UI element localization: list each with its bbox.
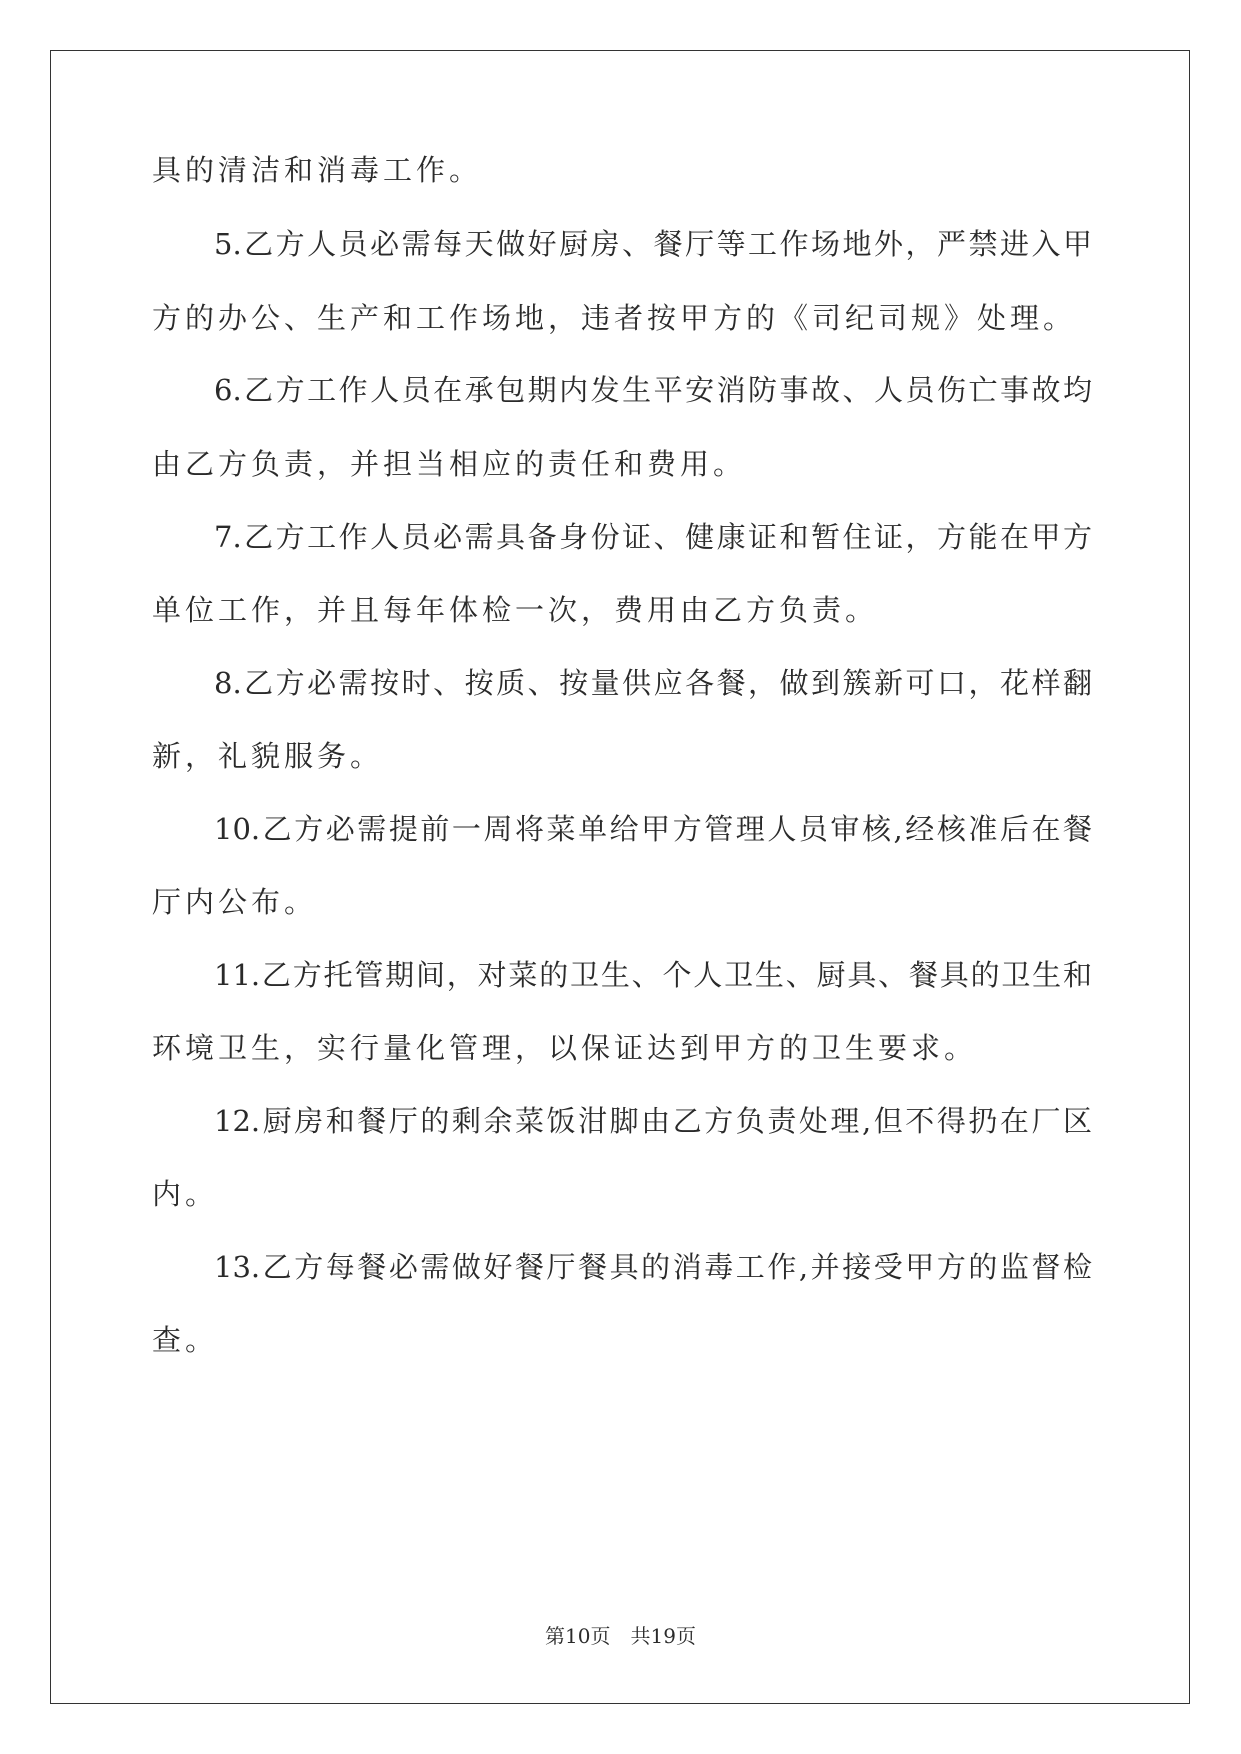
text-line: 8.乙方必需按时、按质、按量供应各餐，做到簇新可口，花样翻 <box>214 666 1092 700</box>
text-line: 11.乙方托管期间，对菜的卫生、个人卫生、厨具、餐具的卫生和 <box>214 958 1092 992</box>
text-line: 厅内公布。 <box>152 885 318 919</box>
text-line: 内。 <box>152 1177 219 1211</box>
text-line: 7.乙方工作人员必需具备身份证、健康证和暂住证，方能在甲方 <box>214 520 1092 554</box>
page-footer <box>0 1622 1241 1650</box>
text-line: 由乙方负责，并担当相应的责任和费用。 <box>152 447 747 481</box>
text-line: 具的清洁和消毒工作。 <box>152 153 483 187</box>
text-line: 12.厨房和餐厅的剩余菜饭泔脚由乙方负责处理,但不得扔在厂区 <box>214 1104 1092 1138</box>
text-line: 查。 <box>152 1323 219 1357</box>
text-line: 单位工作，并且每年体检一次，费用由乙方负责。 <box>152 593 879 627</box>
text-line: 方的办公、生产和工作场地，违者按甲方的《司纪司规》处理。 <box>152 301 1077 335</box>
text-line: 新，礼貌服务。 <box>152 739 384 773</box>
page-number-label: 第10页 共19页 <box>545 1624 696 1648</box>
text-line: 6.乙方工作人员在承包期内发生平安消防事故、人员伤亡事故均 <box>214 373 1092 407</box>
text-line: 13.乙方每餐必需做好餐厅餐具的消毒工作,并接受甲方的监督检 <box>214 1250 1092 1284</box>
text-line: 5.乙方人员必需每天做好厨房、餐厅等工作场地外，严禁进入甲 <box>214 227 1092 261</box>
text-line: 环境卫生，实行量化管理，以保证达到甲方的卫生要求。 <box>152 1031 978 1065</box>
text-line: 10.乙方必需提前一周将菜单给甲方管理人员审核,经核准后在餐 <box>214 812 1092 846</box>
